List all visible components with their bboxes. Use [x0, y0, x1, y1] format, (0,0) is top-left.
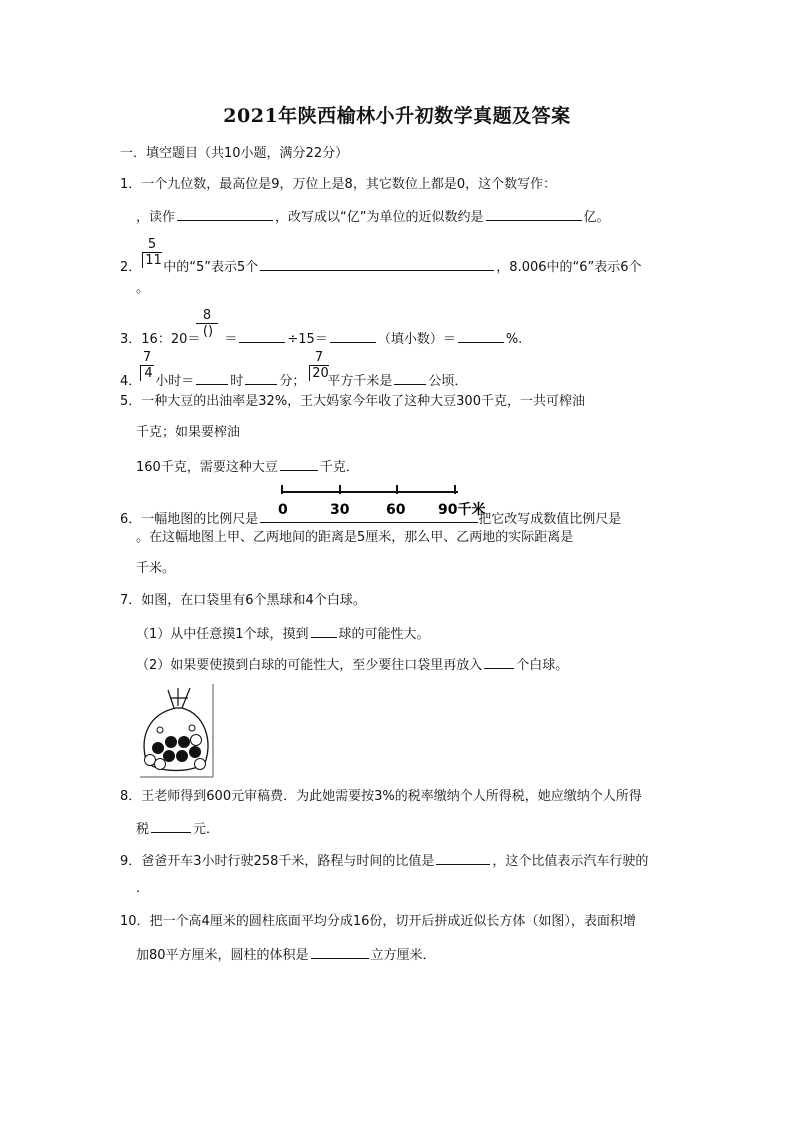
- q4-text-e: 平方千米是: [327, 374, 393, 389]
- question-7-line-1: 7．如图，在口袋里有6个黑球和4个白球。: [120, 593, 366, 608]
- q1-text-unit: 亿。: [583, 210, 610, 225]
- q4-text-b: 小时＝: [155, 374, 195, 389]
- question-3-line: [120, 328, 522, 349]
- q6-text-b: 把它改写成数值比例尺是: [478, 512, 622, 527]
- q4-blank-hectares[interactable]: [394, 370, 426, 385]
- q4-fraction-1-numerator: 7: [142, 350, 152, 365]
- bag-decoration: [157, 727, 163, 733]
- q4-text-f: 公顷．: [428, 374, 468, 389]
- q2-fraction-denominator: 11: [142, 253, 162, 268]
- question-2-line-1: [120, 256, 642, 277]
- question-6-line-1: [120, 508, 621, 529]
- question-2-line-2: 。: [136, 281, 150, 296]
- q4-text-c: 时: [230, 374, 244, 389]
- black-ball: [189, 746, 201, 758]
- q5-text-d: 千克．: [319, 460, 359, 475]
- q4-fraction-2-denominator: 20: [309, 366, 329, 381]
- q6-text-a: 6．一幅地图的比例尺是: [120, 512, 259, 527]
- question-9-line-1: [120, 850, 648, 871]
- black-ball: [165, 736, 177, 748]
- question-5-line-2: 千克；如果要榨油: [136, 425, 241, 440]
- white-ball: [191, 735, 202, 746]
- scale-label-30: 30: [330, 502, 350, 518]
- q7-text-c2: 个白球。: [516, 658, 569, 673]
- black-ball: [163, 750, 175, 762]
- q2-text-a: 中的“5”表示5个: [163, 260, 259, 275]
- q4-fraction-1-denominator: 4: [140, 366, 154, 381]
- question-5-line-1: 5．一种大豆的出油率是32%，王大妈家今年收了这种大豆300千克，一共可榨油: [120, 394, 585, 409]
- scale-label-0: 0: [278, 502, 288, 518]
- question-7-line-3: [136, 654, 568, 675]
- q5-blank-soybeans[interactable]: [280, 456, 318, 471]
- question-7-line-2: [136, 623, 430, 644]
- q6-blank-scale[interactable]: [260, 508, 478, 523]
- q1-blank-approx[interactable]: [486, 206, 582, 221]
- question-6-line-3: 千米。: [136, 561, 176, 576]
- black-ball: [176, 750, 188, 762]
- q7-text-c1: （2）如果要使摸到白球的可能性大，至少要往口袋里再放入: [136, 658, 483, 673]
- q4-number: 4．: [120, 374, 142, 389]
- scale-label-60: 60: [386, 502, 406, 518]
- question-8-line-2: [136, 818, 219, 839]
- q4-blank-hours[interactable]: [196, 370, 228, 385]
- question-9-line-2: .: [136, 881, 141, 896]
- q8-blank-tax[interactable]: [151, 818, 191, 833]
- question-6-line-2: 。在这幅地图上甲、乙两地间的距离是5厘米，那么甲、乙两地的实际距离是: [136, 530, 574, 545]
- q3-fraction-numerator: 8: [202, 308, 212, 323]
- q4-text-d: 分；: [279, 374, 306, 389]
- q8-text-b1: 税: [136, 822, 150, 837]
- ball-bag-figure: [138, 682, 218, 778]
- white-ball: [145, 755, 156, 766]
- q2-fraction-numerator: 5: [147, 237, 157, 252]
- q7-blank-white-balls[interactable]: [484, 654, 514, 669]
- q7-blank-color[interactable]: [311, 623, 337, 638]
- bag-decoration: [189, 725, 195, 731]
- scale-label-90km: 90千米: [438, 502, 486, 518]
- q4-blank-minutes[interactable]: [245, 370, 277, 385]
- q3-text-d: （填小数）＝: [377, 332, 456, 347]
- question-10-line-1: 10．把一个高4厘米的圆柱底面平均分成16份，切开后拼成近似长方体（如图），表面积增: [120, 914, 636, 929]
- question-4-line: [120, 370, 467, 391]
- q9-text-a1: 9．爸爸开车3小时行驶258千米，路程与时间的比值是: [120, 854, 435, 869]
- question-1-line-2: [136, 206, 610, 227]
- q5-text-c: 160千克，需要这种大豆: [136, 460, 278, 475]
- q10-text-b1: 加80平方厘米，圆柱的体积是: [136, 948, 309, 963]
- q1-text-read: ，读作: [136, 210, 176, 225]
- white-ball: [195, 759, 206, 770]
- white-ball: [155, 759, 166, 770]
- q1-text-approx: ，改写成以“亿”为单位的近似数约是: [275, 210, 484, 225]
- q1-blank-read[interactable]: [177, 206, 273, 221]
- black-ball: [178, 736, 190, 748]
- question-1-line-1: 1．一个九位数，最高位是9，万位上是8，其它数位上都是0，这个数写作：: [120, 177, 557, 192]
- question-5-line-3: [136, 456, 359, 477]
- q3-text-b: ＝: [224, 332, 238, 347]
- q7-text-b1: （1）从中任意摸1个球，摸到: [136, 627, 309, 642]
- q3-blank-2[interactable]: [330, 328, 376, 343]
- page-title: 2021年陕西榆林小升初数学真题及答案: [223, 105, 571, 127]
- q10-blank-volume[interactable]: [311, 944, 369, 959]
- q9-blank-ratio[interactable]: [436, 850, 490, 865]
- q3-fraction-denominator: (): [202, 324, 214, 339]
- q8-text-b2: 元．: [193, 822, 220, 837]
- question-10-line-2: [136, 944, 436, 965]
- section-heading: 一．填空题目（共10小题，满分22分）: [120, 146, 349, 161]
- q3-blank-3[interactable]: [458, 328, 504, 343]
- q3-text-e: %.: [505, 332, 523, 347]
- black-ball: [152, 742, 164, 754]
- q2-blank-1[interactable]: [260, 256, 494, 271]
- q2-number: 2．: [120, 260, 142, 275]
- q9-text-a2: ，这个比值表示汽车行驶的: [492, 854, 649, 869]
- q3-text-a: 3．16：20＝: [120, 332, 201, 347]
- q4-fraction-2-numerator: 7: [314, 350, 324, 365]
- question-8-line-1: 8．王老师得到600元审稿费．为此她需要按3%的税率缴纳个人所得税，她应缴纳个人所得: [120, 789, 642, 804]
- q2-text-b: ，8.006中的“6”表示6个: [496, 260, 642, 275]
- q10-text-b2: 立方厘米．: [370, 948, 436, 963]
- bag-tie: [168, 688, 190, 708]
- q3-blank-1[interactable]: [239, 328, 285, 343]
- q7-text-b2: 球的可能性大。: [338, 627, 430, 642]
- q3-text-c: ÷15＝: [287, 332, 328, 347]
